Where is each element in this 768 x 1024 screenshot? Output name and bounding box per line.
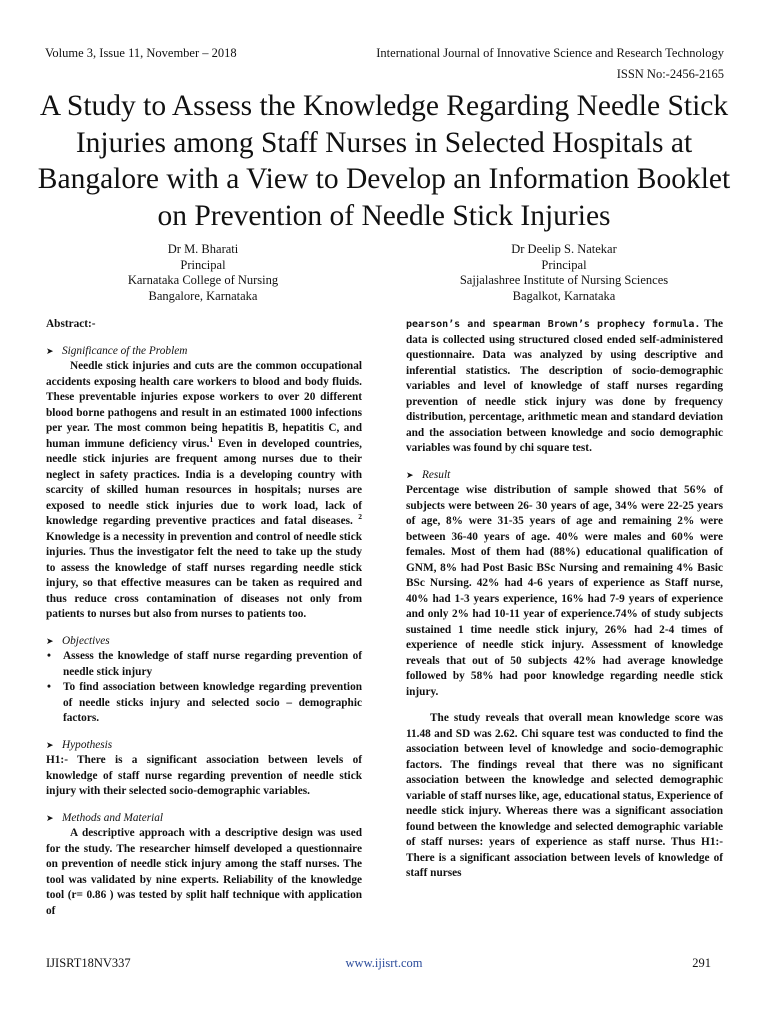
result-paragraph-2: The study reveals that overall mean knowledge score was 11.48 and SD was 2.62. Chi square test was conducted to find the association between level of knowledge and socio-demographic factors. The findings reveal that there was no significant association between the knowledge and selected demographic variable of staff nurses like, age, educational status, Experience of needle stick injury. Whereas there was a significant association found between the knowledge and selected demographic variable of staff nurses: years of experience as staff nurse. Thus H1:- There is a significant association between levels of knowledge of staff nurses	[406, 712, 723, 879]
section-heading-hypothesis: ➤ Hypothesis	[46, 738, 362, 754]
journal-name: International Journal of Innovative Science and Research Technology	[376, 46, 724, 60]
hypothesis-paragraph: H1:- There is a significant association between levels of knowledge of staff nurse regarding prevention of needle stick injury with their selected socio-demographic variables.	[46, 754, 362, 797]
journal-website-link[interactable]: www.ijisrt.com	[345, 956, 423, 970]
paper-title: A Study to Assess the Knowledge Regarding Needle Stick Injuries among Staff Nurses in Selected Hospitals at Bangalore with a View to Develop an Information Booklet on Prevention of Needle Stick Injuries	[37, 90, 731, 232]
left-column	[46, 317, 362, 919]
issn-number: ISSN No:-2456-2165	[616, 67, 724, 81]
methods-paragraph-part1: A descriptive approach with a descriptive design was used for the study. The researcher himself developed a questionnaire on prevention of needle stick injury among the staff nurses. The tool was validated by nine experts. Reliability of the knowledge tool (r= 0.86 ) was tested by split half technique with application of	[46, 827, 362, 917]
section-heading-result: ➤ Result	[406, 468, 723, 484]
section-heading-methods: ➤ Methods and Material	[46, 811, 362, 827]
right-column	[406, 317, 723, 882]
methods-paragraph-part2: pearson’s and spearman Brown’s prophecy formula. The data is collected using structured closed ended self-administered questionnaire. Data was analyzed by using descriptive and inferential statistics. The description of socio-demographic variables and level of knowledge of staff nurses regarding prevention of needle stick injury was done by frequency distribution, percentage, arithmetic mean and standard deviation and the association between knowledge and socio demographic variables was found by chi square test.	[406, 318, 723, 454]
list-item: • To find association between knowledge regarding prevention of needle sticks injury and selected socio – demographic factors.	[46, 680, 362, 727]
author-location: Bagalkot, Karnataka	[512, 288, 616, 303]
arrow-bullet-icon: ➤	[46, 345, 54, 356]
arrow-bullet-icon: ➤	[46, 635, 54, 646]
abstract-heading: Abstract:-	[46, 318, 96, 330]
formula-text: pearson’s and spearman Brown’s prophecy formula.	[406, 319, 701, 330]
arrow-bullet-icon: ➤	[46, 812, 54, 823]
author-name: Dr M. Bharati	[167, 242, 239, 256]
result-paragraph-1: Percentage wise distribution of sample showed that 56% of subjects were between 26- 30 years of age, 34% were 22-25 years of age, 8% were 31-35 years of age and remaining 2% were between 36-40 years of age. 40% were males and 60% were females. Most of them had (88%) educational qualification of GNM, 8% had Post Basic BSc Nursing and remaining 4% Basic BSc Nursing. 42% had 4-6 years of experience as Staff nurse, 40% had 1-3 years experience, 16% had 7-9 years of experience and only 2% had 10-11 year of experience.74% of study subjects sustained 1 time needle stick injury, 26% had 2-4 times of experience of needle stick injury. Assessment of knowledge reveals that out of 50 subjects 42% had average knowledge followed by 58% had poor knowledge regarding needle stick injury.	[406, 484, 723, 698]
section-heading-objectives: ➤ Objectives	[46, 634, 362, 650]
objectives-list	[46, 649, 362, 727]
arrow-bullet-icon: ➤	[46, 739, 54, 750]
author-institution: Sajjalashree Institute of Nursing Sciences	[459, 273, 669, 287]
significance-paragraph: Needle stick injuries and cuts are the common occupational accidents exposing health care workers to blood and body fluids. These preventable injuries expose workers to over 20 different blood borne pathogens and result in an estimated 1000 infections per year. The most common being hepatitis B, hepatitis C, and human immune deficiency virus.$^1$ Even in developed countries, needle stick injuries are frequent among nurses due to their neglect in safety practices. India is a developing country with scarcity of skilled human resources in hospitals; nurses are exposed to needle stick injuries due to work load, lack of knowledge regarding preventive practices and fatal diseases. $^2$ Knowledge is a necessity in prevention and control of needle stick injuries. Thus the investigator felt the need to take up the study to assess the knowledge of staff nurses regarding needle stick injury, so that effective measures can be taken as required and thus reduce cross contamination of diseases not only from patients to nurses but also from nurses to patients too.	[46, 360, 363, 620]
page-number: 291	[692, 956, 711, 970]
author-location: Bangalore, Karnataka	[148, 288, 258, 303]
author-role: Principal	[180, 257, 226, 272]
citation-ref: 2	[358, 512, 363, 522]
citation-ref: 1	[209, 434, 214, 444]
author-block-2	[414, 242, 714, 304]
journal-volume: Volume 3, Issue 11, November – 2018	[45, 46, 237, 60]
section-heading-significance: ➤ Significance of the Problem	[46, 344, 362, 360]
paper-id: IJISRT18NV337	[46, 956, 131, 970]
author-institution: Karnataka College of Nursing	[127, 273, 279, 287]
list-item: • Assess the knowledge of staff nurse regarding prevention of needle stick injury	[46, 649, 362, 680]
author-role: Principal	[541, 257, 587, 272]
arrow-bullet-icon: ➤	[406, 469, 414, 480]
author-name: Dr Deelip S. Natekar	[511, 242, 617, 256]
author-block-1	[53, 242, 353, 304]
